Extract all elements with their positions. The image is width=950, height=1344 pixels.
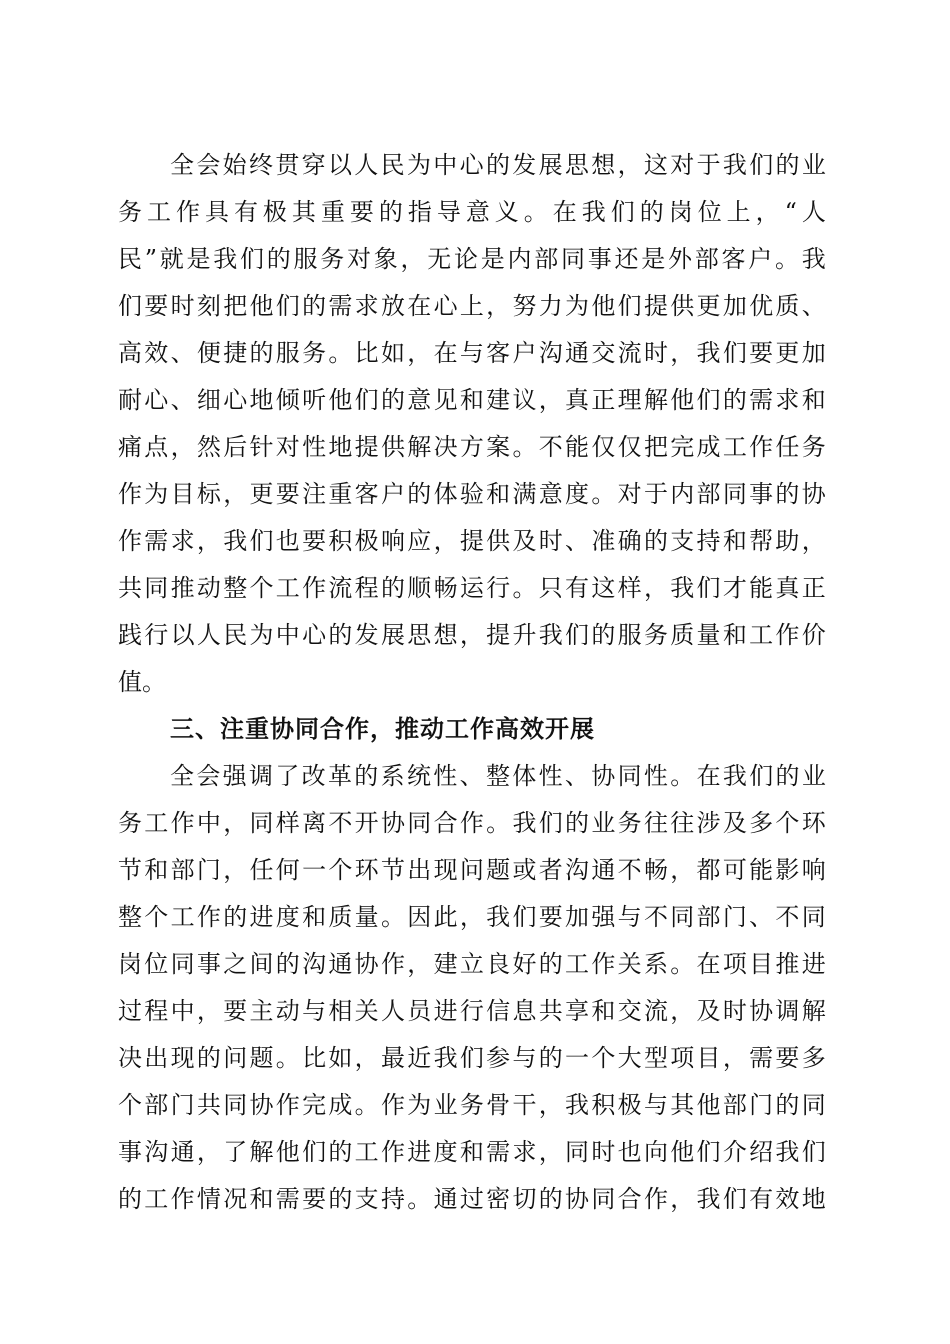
text-line: 务 工 作 中 ， 同 样 离 不 开 协 同 合 作 。 我 们 的 业 务 往 往 涉 及 多 个 环 — [118, 809, 826, 837]
paragraph-people-centered — [118, 142, 826, 706]
section-heading-3: 三、注重协同合作，推动工作高效开展 — [170, 715, 595, 743]
text-line: 们 要 时 刻 把 他 们 的 需 求 放 在 心 上 ， 努 力 为 他 们 提 供 更 加 优 质 、 — [118, 292, 826, 320]
document-body — [118, 142, 826, 1223]
text-line: 决 出 现 的 问 题 。 比 如 ， 最 近 我 们 参 与 的 一 个 大 型 项 目 ， 需 要 多 — [118, 1044, 826, 1072]
paragraph-collaboration — [118, 753, 826, 1223]
text-line: 岗 位 同 事 之 间 的 沟 通 协 作 ， 建 立 良 好 的 工 作 关 系 。 在 项 目 推 进 — [118, 950, 826, 978]
text-line: 节 和 部 门 ， 任 何 一 个 环 节 出 现 问 题 或 者 沟 通 不 畅 ， 都 可 能 影 响 — [118, 856, 826, 884]
text-line: 耐 心 、 细 心 地 倾 听 他 们 的 意 见 和 建 议 ， 真 正 理 解 他 们 的 需 求 和 — [118, 386, 826, 414]
text-line: 践 行 以 人 民 为 中 心 的 发 展 思 想 ， 提 升 我 们 的 服 务 质 量 和 工 作 价 — [118, 621, 826, 649]
text-line: 共 同 推 动 整 个 工 作 流 程 的 顺 畅 运 行 。 只 有 这 样 ， 我 们 才 能 真 正 — [118, 574, 826, 602]
text-line: 作 为 目 标 ， 更 要 注 重 客 户 的 体 验 和 满 意 度 。 对 于 内 部 同 事 的 协 — [118, 480, 826, 508]
text-line: 事 沟 通 ， 了 解 他 们 的 工 作 进 度 和 需 求 ， 同 时 也 向 他 们 介 绍 我 们 — [118, 1138, 826, 1166]
text-line: 过 程 中 ， 要 主 动 与 相 关 人 员 进 行 信 息 共 享 和 交 流 ， 及 时 协 调 解 — [118, 997, 826, 1025]
text-line: 高 效 、 便 捷 的 服 务 。 比 如 ， 在 与 客 户 沟 通 交 流 时 ， 我 们 要 更 加 — [118, 339, 826, 367]
text-line: 作 需 求 ， 我 们 也 要 积 极 响 应 ， 提 供 及 时 、 准 确 的 支 持 和 帮 助 ， — [118, 527, 826, 555]
text-line: 整 个 工 作 的 进 度 和 质 量 。 因 此 ， 我 们 要 加 强 与 不 同 部 门 、 不 同 — [118, 903, 826, 931]
text-line: 值。 — [118, 668, 166, 696]
text-line: 的 工 作 情 况 和 需 要 的 支 持 。 通 过 密 切 的 协 同 合 作 ， 我 们 有 效 地 — [118, 1185, 826, 1213]
text-line: 全 会 始 终 贯 穿 以 人 民 为 中 心 的 发 展 思 想 ， 这 对 于 我 们 的 业 — [170, 151, 826, 179]
text-line: 民 ” 就 是 我 们 的 服 务 对 象 ， 无 论 是 内 部 同 事 还 是 外 部 客 户 。 我 — [118, 245, 826, 273]
text-line: 痛 点 ， 然 后 针 对 性 地 提 供 解 决 方 案 。 不 能 仅 仅 把 完 成 工 作 任 务 — [118, 433, 826, 461]
text-line: 个 部 门 共 同 协 作 完 成 。 作 为 业 务 骨 干 ， 我 积 极 与 其 他 部 门 的 同 — [118, 1091, 826, 1119]
text-line: 务 工 作 具 有 极 其 重 要 的 指 导 意 义 。 在 我 们 的 岗 位 上 ， “ 人 — [118, 198, 826, 226]
text-line: 全 会 强 调 了 改 革 的 系 统 性 、 整 体 性 、 协 同 性 。 在 我 们 的 业 — [170, 762, 826, 790]
